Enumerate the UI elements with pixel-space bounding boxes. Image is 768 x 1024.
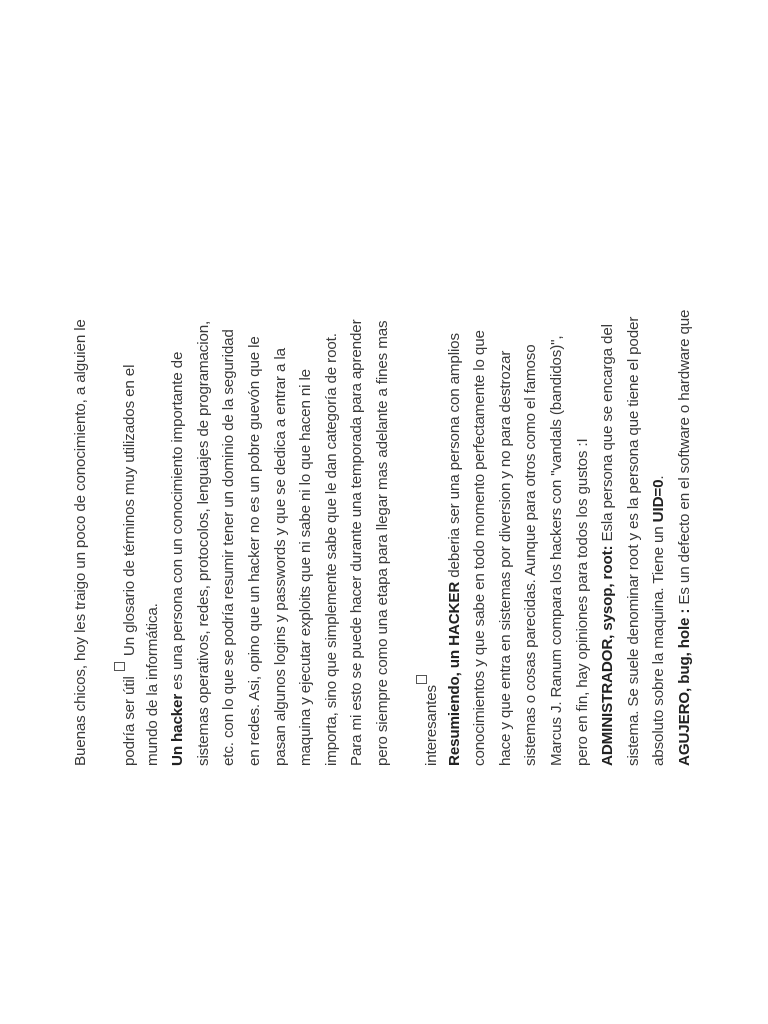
line-text: Un glosario de términos muy utilizados en el xyxy=(120,364,138,661)
term-resumiendo: Resumiendo, un HACKER xyxy=(445,581,463,766)
line-text: Marcus J. Ranum compara los hackers con "vandals (bandidos)", xyxy=(547,335,565,766)
paragraph-line xyxy=(370,254,396,766)
line-text: maquina y ejecutar exploits que ni sabe ni lo que hacen ni le xyxy=(297,369,315,766)
line-text: podría ser útil xyxy=(120,672,138,766)
line-text: deberia ser una persona con amplios xyxy=(445,333,463,582)
line-text: etc. con lo que se podría resumir tener un dominio de la seguridad xyxy=(220,329,238,766)
paragraph-line xyxy=(94,254,140,766)
paragraph-line xyxy=(467,254,493,766)
rotated-text-block xyxy=(68,254,697,766)
term-agujero: AGUJERO, bug, hole : xyxy=(675,608,693,766)
term-administrador: ADMINISTRADOR, sysop, root: xyxy=(599,545,617,766)
line-text: conocimientos y que sabe en todo momento perfectamente lo que xyxy=(471,330,489,766)
paragraph-line xyxy=(191,254,217,766)
paragraph-line xyxy=(268,254,294,766)
line-text: hace y que entra en sistemas por diversion y no para destrozar xyxy=(496,350,514,766)
term-uid: UID=0 xyxy=(650,479,668,523)
missing-glyph-icon xyxy=(416,675,427,684)
line-text: pero en fin, hay opiniones para todos los gustos :I xyxy=(573,438,591,766)
paragraph-line xyxy=(140,254,166,766)
paragraph-line xyxy=(518,254,544,766)
line-text: Buenas chicos, hoy les traigo un poco de conocimiento, a alguien le xyxy=(72,319,89,766)
line-text: importa, sino que simplemente sabe que le dan categoría de root. xyxy=(322,333,340,766)
line-text: pero siempre como una etapa para llegar mas adelante a fines mas xyxy=(373,320,391,766)
line-text: Para mi esto se puede hacer durante una temporada para aprender xyxy=(348,319,366,766)
paragraph-line xyxy=(570,254,596,766)
line-text: sistemas operativos, redes, protocolos, lenguajes de programacion, xyxy=(194,320,212,766)
paragraph-line xyxy=(165,254,191,766)
line-text: Es un defecto en el software o hardware que xyxy=(675,309,693,609)
line-text: en redes. Asi, opino que un hacker no es un pobre guevón que le xyxy=(245,336,263,766)
paragraph-line xyxy=(293,254,319,766)
line-text: . xyxy=(650,475,668,480)
paragraph-line xyxy=(396,254,442,766)
line-text: Esla persona que se encarga del xyxy=(599,324,617,546)
line-text: interesantes xyxy=(422,685,440,766)
paragraph-line xyxy=(242,254,268,766)
paragraph-line xyxy=(621,254,647,766)
line-text: sistema. Se suele denominar root y es la persona que tiene el poder xyxy=(624,316,642,766)
line-text: pasan algunos logins y passwords y que se dedica a entrar a la xyxy=(271,348,289,766)
paragraph-line xyxy=(319,254,345,766)
paragraph-line xyxy=(544,254,570,766)
paragraph-line xyxy=(216,254,242,766)
line-text: es una persona con un conocimiento importante de xyxy=(169,351,187,694)
paragraph-line xyxy=(68,254,94,766)
paragraph-line xyxy=(493,254,519,766)
line-text: absoluto sobre la maquina. Tiene un xyxy=(650,522,668,766)
term-hacker: Un hacker xyxy=(169,693,187,766)
paragraph-line xyxy=(672,254,698,766)
paragraph-line xyxy=(344,254,370,766)
line-text: sistemas o cosas parecidas. Aunque para otros como el famoso xyxy=(522,344,540,766)
paragraph-line xyxy=(646,254,672,766)
line-text: mundo de la informática. xyxy=(143,603,161,766)
missing-glyph-icon xyxy=(114,662,125,671)
paragraph-line xyxy=(442,254,468,766)
paragraph-line xyxy=(595,254,621,766)
